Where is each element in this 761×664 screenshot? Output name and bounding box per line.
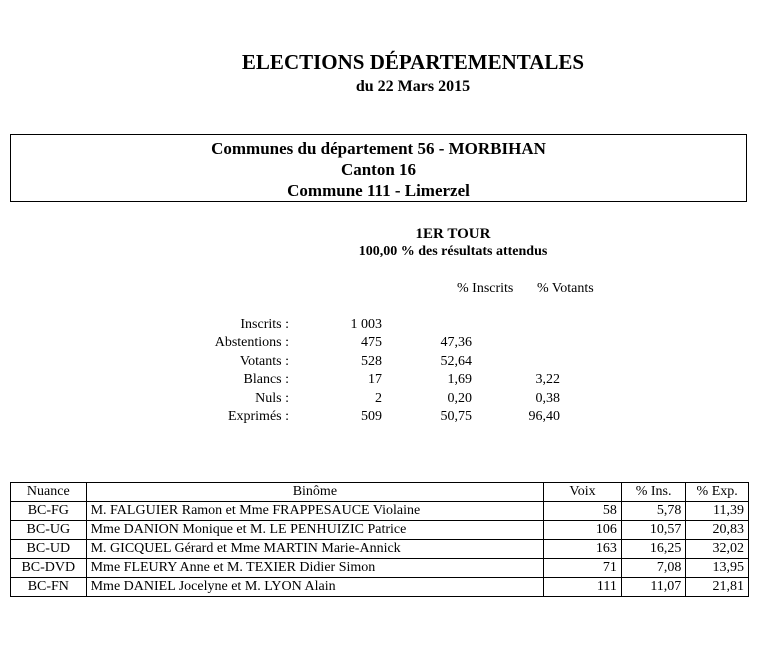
stat-label: Votants : xyxy=(239,354,289,369)
departement-label: Communes du département 56 - MORBIHAN xyxy=(211,139,546,158)
cell-pct-ins: 5,78 xyxy=(621,502,685,521)
col-pct-exp: % Exp. xyxy=(686,483,749,502)
cell-binome: Mme FLEURY Anne et M. TEXIER Didier Simon xyxy=(86,559,544,578)
round-label: 1ER TOUR xyxy=(415,226,491,242)
stat-pct-inscrits: 52,64 xyxy=(440,354,472,369)
cell-pct-exp: 13,95 xyxy=(686,559,749,578)
results-header-row xyxy=(11,483,749,502)
stat-label: Abstentions : xyxy=(214,335,289,350)
location-box xyxy=(10,134,747,202)
stat-value: 475 xyxy=(361,335,382,350)
cell-nuance: BC-FG xyxy=(11,502,87,521)
stat-row-inscrits xyxy=(0,317,700,335)
stat-value: 528 xyxy=(361,354,382,369)
election-date: du 22 Mars 2015 xyxy=(355,78,471,95)
header-pct-votants: % Votants xyxy=(537,281,594,296)
cell-pct-ins: 16,25 xyxy=(621,540,685,559)
table-row xyxy=(11,540,749,559)
stat-pct-votants: 3,22 xyxy=(535,372,560,387)
stat-label: Inscrits : xyxy=(240,317,289,332)
stat-value: 509 xyxy=(361,409,382,424)
stat-value: 17 xyxy=(368,372,382,387)
results-progress: 100,00 % des résultats attendus xyxy=(358,244,548,259)
stat-label: Blancs : xyxy=(243,372,289,387)
cell-voix: 106 xyxy=(544,521,622,540)
stat-label: Exprimés : xyxy=(227,409,289,424)
stat-row-exprimes xyxy=(0,409,700,427)
cell-binome: M. FALGUIER Ramon et Mme FRAPPESAUCE Violaine xyxy=(86,502,544,521)
table-row xyxy=(11,521,749,540)
table-row xyxy=(11,578,749,597)
stat-row-votants xyxy=(0,354,700,372)
cell-voix: 111 xyxy=(544,578,622,597)
stat-label: Nuls : xyxy=(255,391,289,406)
cell-pct-ins: 10,57 xyxy=(621,521,685,540)
stat-pct-inscrits: 47,36 xyxy=(440,335,472,350)
col-nuance: Nuance xyxy=(11,483,87,502)
stat-value: 2 xyxy=(375,391,382,406)
cell-nuance: BC-UD xyxy=(11,540,87,559)
cell-nuance: BC-UG xyxy=(11,521,87,540)
cell-voix: 163 xyxy=(544,540,622,559)
cell-nuance: BC-FN xyxy=(11,578,87,597)
cell-nuance: BC-DVD xyxy=(11,559,87,578)
stat-pct-votants: 0,38 xyxy=(535,391,560,406)
results-table xyxy=(10,482,749,597)
table-row xyxy=(11,502,749,521)
stat-pct-votants: 96,40 xyxy=(528,409,560,424)
cell-pct-exp: 11,39 xyxy=(686,502,749,521)
canton-label: Canton 16 xyxy=(340,160,417,179)
col-binome: Binôme xyxy=(86,483,544,502)
page-title: ELECTIONS DÉPARTEMENTALES xyxy=(241,50,585,74)
col-pct-ins: % Ins. xyxy=(621,483,685,502)
cell-voix: 58 xyxy=(544,502,622,521)
cell-binome: M. GICQUEL Gérard et Mme MARTIN Marie-Annick xyxy=(86,540,544,559)
cell-binome: Mme DANIEL Jocelyne et M. LYON Alain xyxy=(86,578,544,597)
stat-row-nuls xyxy=(0,391,700,409)
cell-pct-exp: 20,83 xyxy=(686,521,749,540)
stat-row-abstentions xyxy=(0,335,700,353)
stat-pct-inscrits: 1,69 xyxy=(447,372,472,387)
cell-voix: 71 xyxy=(544,559,622,578)
stat-pct-inscrits: 0,20 xyxy=(447,391,472,406)
stat-row-blancs xyxy=(0,372,700,390)
table-row xyxy=(11,559,749,578)
col-voix: Voix xyxy=(544,483,622,502)
stat-value: 1 003 xyxy=(350,317,382,332)
cell-pct-exp: 32,02 xyxy=(686,540,749,559)
cell-pct-exp: 21,81 xyxy=(686,578,749,597)
cell-pct-ins: 11,07 xyxy=(621,578,685,597)
stat-pct-inscrits: 50,75 xyxy=(440,409,472,424)
cell-binome: Mme DANION Monique et M. LE PENHUIZIC Patrice xyxy=(86,521,544,540)
header-pct-inscrits: % Inscrits xyxy=(457,281,514,296)
commune-label: Commune 111 - Limerzel xyxy=(287,181,470,200)
cell-pct-ins: 7,08 xyxy=(621,559,685,578)
